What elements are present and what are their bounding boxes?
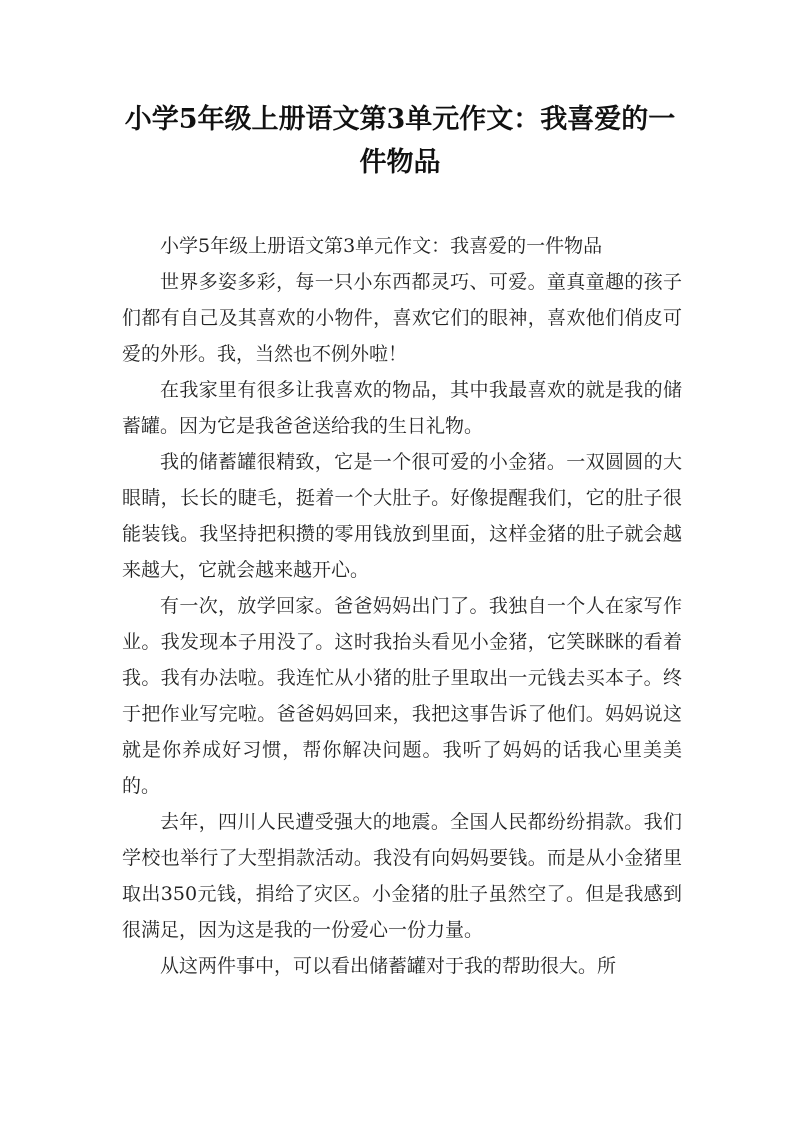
paragraph-buying-notebook: 有一次，放学回家。爸爸妈妈出门了。我独自一个人在家写作业。我发现本子用没了。这时我抬头看见小金猪，它笑眯眯的看着我。我有办法啦。我连忙从小猪的肚子里取出一元钱去买本子。终于把作业写完啦。爸爸妈妈回来，我把这事告诉了他们。妈妈说这就是你养成好习惯，帮你解决问题。我听了妈妈的话我心里美美的。 [122, 595, 682, 797]
paragraph-piggy-bank-description: 我的储蓄罐很精致，它是一个很可爱的小金猪。一双圆圆的大眼睛，长长的睫毛，挺着一个大肚子。好像提醒我们，它的肚子很能装钱。我坚持把积攒的零用钱放到里面，这样金猪的肚子就会越来越大，它就会越来越开心。 [122, 451, 682, 581]
document-body [122, 228, 682, 984]
paragraph-intro: 世界多姿多彩，每一只小东西都灵巧、可爱。童真童趣的孩子们都有自己及其喜欢的小物件，喜欢它们的眼神，喜欢他们俏皮可爱的外形。我，当然也不例外啦！ [122, 271, 682, 365]
document-title: 小学5年级上册语文第3单元作文：我喜爱的一件物品 [124, 104, 676, 178]
paragraph-subtitle: 小学5年级上册语文第3单元作文：我喜爱的一件物品 [160, 235, 603, 257]
paragraph-conclusion: 从这两件事中，可以看出储蓄罐对于我的帮助很大。所 [160, 955, 617, 977]
paragraph-favorite-item: 在我家里有很多让我喜欢的物品，其中我最喜欢的就是我的储蓄罐。因为它是我爸爸送给我的生日礼物。 [122, 379, 682, 437]
paragraph-donation: 去年，四川人民遭受强大的地震。全国人民都纷纷捐款。我们学校也举行了大型捐款活动。我没有向妈妈要钱。而是从小金猪里取出350元钱，捐给了灾区。小金猪的肚子虽然空了。但是我感到很满足，因为这是我的一份爱心一份力量。 [122, 811, 682, 941]
